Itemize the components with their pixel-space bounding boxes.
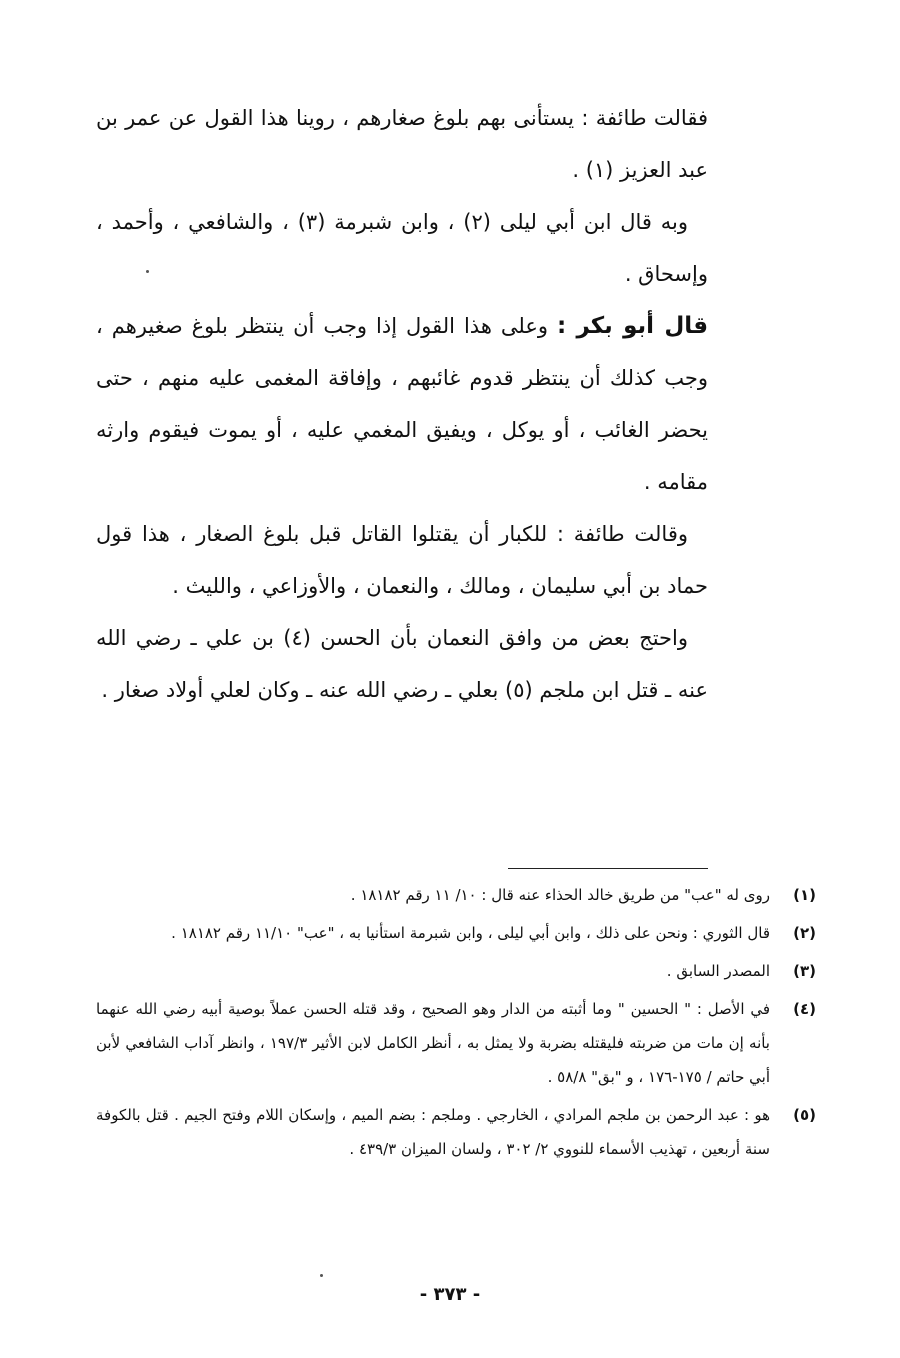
- paragraph-5: واحتج بعض من وافق النعمان بأن الحسن (٤) بن علي ـ رضي الله عنه ـ قتل ابن ملجم (٥) بعلي ـ رضي الله عنه ـ وكان لعلي أولاد صغار .: [96, 626, 708, 702]
- footnote-text: هو : عبد الرحمن بن ملجم المرادي ، الخارجي . وملجم : بضم الميم ، وإسكان اللام وفتح الجيم . قتل بالكوفة سنة أربعين ، تهذيب الأسماء للنووي ٢/ ٣٠٢ ، ولسان الميزان ٤٣٩/٣ .: [96, 1106, 770, 1158]
- footnote-number: (٤): [793, 1000, 816, 1018]
- footnote-text: قال الثوري : ونحن على ذلك ، وابن أبي ليلى ، وابن شبرمة استأنيا به ، "عب" ١١/١٠ رقم ١٨١٨٢ .: [171, 924, 770, 942]
- paragraph-1: فقالت طائفة : يستأنى بهم بلوغ صغارهم ، روينا هذا القول عن عمر بن عبد العزيز (١) .: [96, 106, 708, 182]
- footnote-number: (١): [793, 886, 816, 904]
- footnote-text: في الأصل : " الحسين " وما أثبته من الدار وهو الصحيح ، وقد قتله الحسن عملاً بوصية أبيه رضي الله عنهما بأنه إن مات من ضربته فليقتله بضربة ولا يمثل به ، أنظر الكامل لابن الأثير ١٩٧/٣ ، وانظر آداب الشافعي لأبن أبي حاتم / ١٧٥-١٧٦ ، و "بق" ٥٨/٨ .: [96, 1000, 770, 1086]
- footnote-2: [96, 916, 816, 950]
- scan-speck: [146, 270, 149, 273]
- main-text: [96, 92, 708, 716]
- footnotes: [96, 878, 816, 1170]
- footnote-3: [96, 954, 816, 988]
- paragraph-3-text: وعلى هذا القول إذا وجب أن ينتظر بلوغ صغيرهم ، وجب كذلك أن ينتظر قدوم غائبهم ، وإفاقة المغمى عليه منهم ، حتى يحضر الغائب ، أو يوكل ، ويفيق المغمي عليه ، أو يموت فيقوم وارثه مقامه .: [96, 314, 708, 494]
- footnote-number: (٣): [793, 962, 816, 980]
- scan-speck: [320, 1274, 323, 1277]
- footnote-5: [96, 1098, 816, 1166]
- speaker-label: قال أبو بكر :: [556, 313, 708, 339]
- footnote-text: المصدر السابق .: [666, 962, 770, 980]
- footnote-number: (٥): [793, 1106, 816, 1124]
- paragraph-3: [96, 300, 708, 508]
- footnote-separator: [508, 868, 708, 869]
- paragraph-4: وقالت طائفة : للكبار أن يقتلوا القاتل قبل بلوغ الصغار ، هذا قول حماد بن أبي سليمان ، ومالك ، والنعمان ، والأوزاعي ، والليث .: [96, 522, 708, 598]
- footnote-1: [96, 878, 816, 912]
- footnote-number: (٢): [793, 924, 816, 942]
- page-number: - ٣٧٣ -: [419, 1284, 481, 1305]
- footnote-4: [96, 992, 816, 1094]
- paragraph-2: وبه قال ابن أبي ليلى (٢) ، وابن شبرمة (٣) ، والشافعي ، وأحمد ، وإسحاق .: [96, 210, 708, 286]
- footnote-text: روى له "عب" من طريق خالد الحذاء عنه قال : ١٠/ ١١ رقم ١٨١٨٢ .: [350, 886, 770, 904]
